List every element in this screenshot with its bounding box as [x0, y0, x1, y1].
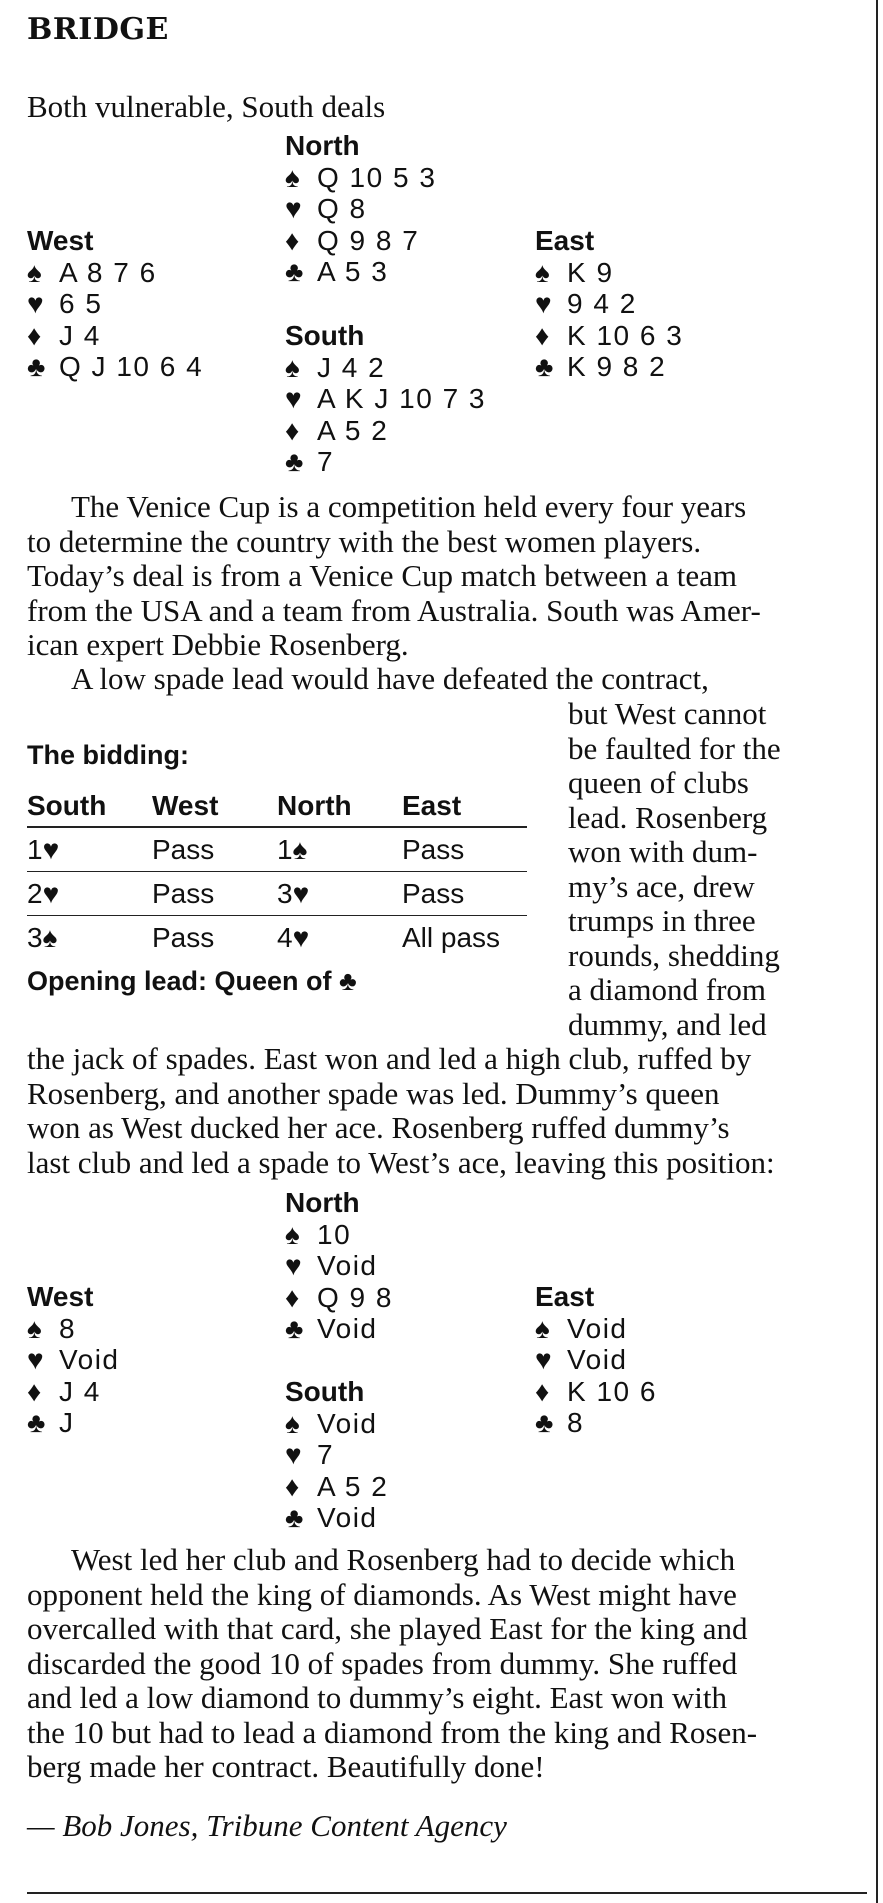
text-line: trumps in three — [568, 903, 756, 938]
opening-lead: Opening lead: Queen of ♣ — [27, 966, 357, 996]
paragraph-play-continued — [27, 1042, 867, 1180]
bidding-header: South — [27, 786, 152, 827]
club-icon: ♣ — [535, 1407, 554, 1438]
text-line: a diamond from — [568, 972, 767, 1007]
diamond-icon: ♦ — [535, 319, 550, 351]
text-line: West led her club and Rosenberg had to decide which — [71, 1542, 736, 1577]
text-line: won with dum- — [568, 834, 758, 869]
clubs-holding: ♣ Q J 10 6 4 — [27, 351, 204, 382]
text-line: last club and led a spade to West’s ace, leaving this position: — [27, 1144, 775, 1180]
paragraph-conclusion — [27, 1543, 867, 1785]
diamonds-holding: ♦ Q 9 8 — [285, 1281, 393, 1313]
column-rule-vertical — [876, 0, 878, 1903]
hearts-holding: ♥ 9 4 2 — [535, 288, 637, 319]
paragraph-play-narrow — [568, 697, 868, 1042]
deal2-north-hand — [285, 1187, 393, 1345]
text-line: opponent held the king of diamonds. As West might have — [27, 1576, 737, 1612]
diamond-icon: ♦ — [27, 1375, 42, 1407]
heart-icon: ♥ — [535, 288, 552, 319]
text-line: overcalled with that card, she played East for the king and — [27, 1611, 748, 1646]
bidding-header: West — [152, 786, 277, 827]
club-icon: ♣ — [285, 446, 304, 477]
text-line: my’s ace, drew — [568, 868, 755, 904]
bid: 3♠ — [27, 921, 58, 953]
deal2-west-hand — [27, 1281, 120, 1439]
hearts-holding: ♥ 7 — [285, 1439, 335, 1470]
hand-label: East — [535, 225, 595, 256]
heart-icon: ♥ — [285, 1250, 302, 1281]
heart-icon: ♥ — [27, 1344, 44, 1375]
text-line: Rosenberg, and another spade was led. Dummy’s queen — [27, 1075, 720, 1111]
spade-icon: ♠ — [285, 1218, 300, 1250]
spade-icon: ♠ — [285, 161, 300, 193]
spade-icon: ♠ — [27, 1312, 42, 1344]
diamonds-holding: ♦ A 5 2 — [285, 1470, 389, 1502]
text-line: the 10 but had to lead a diamond from the king and Rosen- — [27, 1714, 758, 1750]
deal2-east-hand — [535, 1281, 657, 1439]
bid: Pass — [402, 872, 527, 916]
bid: 2♥ — [27, 872, 152, 916]
spade-icon: ♠ — [535, 1312, 550, 1344]
clubs-holding: ♣ Void — [285, 1313, 378, 1344]
hearts-holding: ♥ Void — [285, 1250, 378, 1281]
diamonds-holding: ♦ K 10 6 3 — [535, 319, 684, 351]
text-line: A low spade lead would have defeated the contract, — [71, 661, 709, 696]
clubs-holding: ♣ 8 — [535, 1407, 585, 1438]
diamonds-holding: ♦ A 5 2 — [285, 414, 389, 446]
bidding-header-row — [27, 786, 527, 827]
diamond-icon: ♦ — [285, 1281, 300, 1313]
diamonds-holding: ♦ J 4 — [27, 319, 101, 351]
spades-holding: ♠ Void — [285, 1407, 378, 1439]
bidding-title: The bidding: — [27, 740, 189, 770]
bid: Pass — [152, 827, 277, 872]
clubs-holding: ♣ A 5 3 — [285, 256, 389, 287]
deal2-south-hand — [285, 1376, 388, 1534]
spades-holding: ♠ K 9 — [535, 256, 614, 288]
spades-holding: ♠ Q 10 5 3 — [285, 161, 437, 193]
hand-label: West — [27, 225, 94, 256]
hearts-holding: ♥ Q 8 — [285, 193, 367, 224]
text-line: be faulted for the — [568, 730, 781, 766]
clubs-holding: ♣ Void — [285, 1502, 378, 1533]
bid: All pass — [402, 921, 501, 953]
diamond-icon: ♦ — [27, 319, 42, 351]
text-line: the jack of spades. East won and led a high club, ruffed by — [27, 1041, 752, 1076]
hearts-holding: ♥ 6 5 — [27, 288, 103, 319]
diamonds-holding: ♦ Q 9 8 7 — [285, 224, 420, 256]
hand-label: North — [285, 1187, 360, 1218]
spade-icon: ♠ — [285, 1407, 300, 1439]
bidding-row — [27, 827, 527, 872]
bid: Pass — [152, 872, 277, 916]
diamond-icon: ♦ — [285, 414, 300, 446]
bid: 1♠ — [277, 827, 402, 872]
clubs-holding: ♣ J — [27, 1407, 75, 1438]
heart-icon: ♥ — [285, 193, 302, 224]
text-line: from the USA and a team from Australia. South was Amer- — [27, 592, 761, 628]
club-icon: ♣ — [285, 256, 304, 287]
bid: Pass — [152, 921, 215, 953]
bid: 3♥ — [277, 872, 402, 916]
bottom-rule — [27, 1892, 867, 1894]
bidding-header: North — [277, 786, 402, 827]
spades-holding: ♠ 8 — [27, 1312, 77, 1344]
hearts-holding: ♥ Void — [27, 1344, 120, 1375]
diamond-icon: ♦ — [285, 1470, 300, 1502]
paragraph-intro — [27, 490, 867, 663]
hearts-holding: ♥ Void — [535, 1344, 628, 1375]
text-line: to determine the country with the best women players. — [27, 523, 702, 559]
diamond-icon: ♦ — [535, 1375, 550, 1407]
hand-label: East — [535, 1281, 595, 1312]
text-line: but West cannot — [568, 696, 767, 731]
deal1-west-hand — [27, 225, 203, 383]
diamonds-holding: ♦ J 4 — [27, 1375, 101, 1407]
paragraph-play-start — [27, 662, 867, 697]
text-line: and led a low diamond to dummy’s eight. East won with — [27, 1680, 727, 1715]
text-line: berg made her contract. Beautifully done! — [27, 1749, 545, 1784]
bidding-table — [27, 786, 527, 959]
bidding-row — [27, 872, 527, 916]
deal1-north-hand — [285, 130, 436, 288]
hand-label: North — [285, 130, 360, 161]
text-line: lead. Rosenberg — [568, 799, 768, 835]
text-line: won as West ducked her ace. Rosenberg ruffed dummy’s — [27, 1110, 730, 1145]
hand-label: South — [285, 320, 365, 351]
heart-icon: ♥ — [535, 1344, 552, 1375]
heart-icon: ♥ — [285, 383, 302, 414]
diamond-icon: ♦ — [285, 224, 300, 256]
bidding-row — [27, 916, 527, 960]
text-line: rounds, shedding — [568, 937, 780, 973]
clubs-holding: ♣ 7 — [285, 446, 335, 477]
spade-icon: ♠ — [535, 256, 550, 288]
bid: 1♥ — [27, 827, 152, 872]
text-line: discarded the good 10 of spades from dummy. She ruffed — [27, 1645, 738, 1681]
hand-label: South — [285, 1376, 365, 1407]
byline: — Bob Jones, Tribune Content Agency — [27, 1808, 507, 1843]
spades-holding: ♠ Void — [535, 1312, 628, 1344]
heart-icon: ♥ — [27, 288, 44, 319]
hand-label: West — [27, 1281, 94, 1312]
heart-icon: ♥ — [285, 1439, 302, 1470]
spades-holding: ♠ J 4 2 — [285, 351, 386, 383]
bid: 4♥ — [277, 921, 310, 953]
bidding-header: East — [402, 786, 527, 827]
club-icon: ♣ — [27, 1407, 46, 1438]
spades-holding: ♠ A 8 7 6 — [27, 256, 157, 288]
hearts-holding: ♥ A K J 10 7 3 — [285, 383, 486, 414]
club-icon: ♣ — [27, 351, 46, 382]
spade-icon: ♠ — [285, 351, 300, 383]
clubs-holding: ♣ K 9 8 2 — [535, 351, 667, 382]
text-line: ican expert Debbie Rosenberg. — [27, 627, 409, 662]
text-line: The Venice Cup is a competition held every four years — [71, 489, 747, 524]
bid: Pass — [402, 827, 527, 872]
club-icon: ♣ — [285, 1502, 304, 1533]
deal-conditions: Both vulnerable, South deals — [27, 89, 386, 124]
deal1-east-hand — [535, 225, 683, 383]
club-icon: ♣ — [535, 351, 554, 382]
column-title: BRIDGE — [27, 12, 169, 47]
text-line: queen of clubs — [568, 765, 749, 800]
text-line: dummy, and led — [568, 1006, 767, 1042]
club-icon: ♣ — [285, 1313, 304, 1344]
text-line: Today’s deal is from a Venice Cup match between a team — [27, 558, 738, 593]
deal1-south-hand — [285, 320, 486, 478]
spades-holding: ♠ 10 — [285, 1218, 352, 1250]
diamonds-holding: ♦ K 10 6 — [535, 1375, 657, 1407]
spade-icon: ♠ — [27, 256, 42, 288]
